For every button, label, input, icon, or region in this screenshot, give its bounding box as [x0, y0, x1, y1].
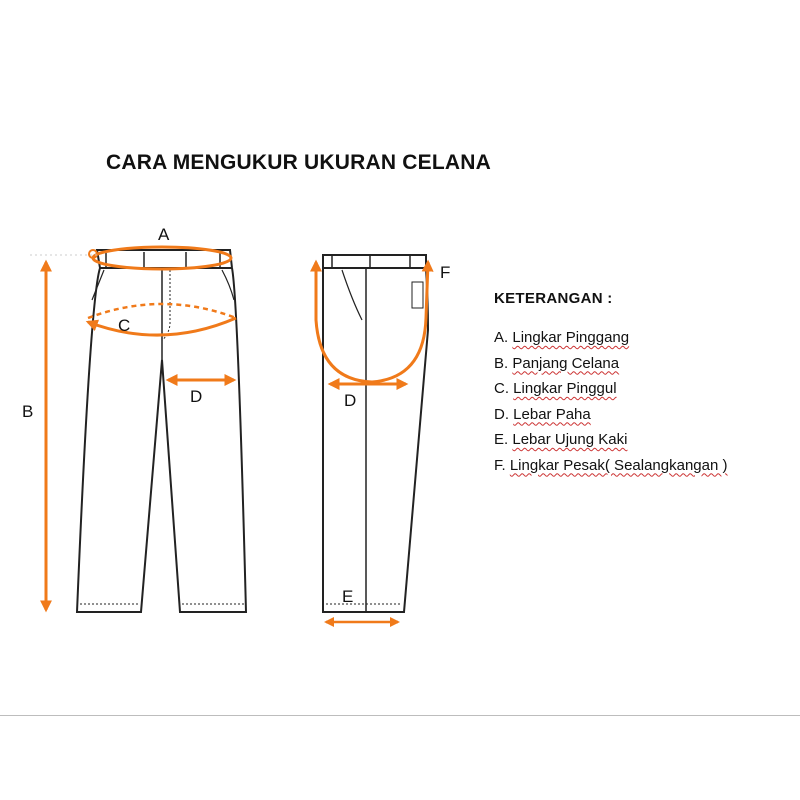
legend-item-label: Panjang Celana — [512, 354, 620, 372]
legend-item-label: Lebar Paha — [513, 405, 591, 423]
legend-item-prefix: F. — [494, 456, 506, 474]
legend-item-prefix: E. — [494, 431, 509, 448]
legend-item-label: Lebar Ujung Kaki — [512, 431, 628, 448]
legend-title: KETERANGAN : — [494, 290, 613, 307]
legend-item-prefix: A. — [494, 329, 509, 346]
label-f: F — [440, 263, 451, 282]
side-back-pocket — [412, 282, 423, 308]
label-e: E — [342, 587, 354, 606]
legend-item-f — [494, 457, 727, 483]
label-b: B — [22, 402, 34, 421]
legend-item-a — [494, 329, 727, 355]
label-d-front: D — [190, 387, 203, 406]
page-title: CARA MENGUKUR UKURAN CELANA — [106, 151, 491, 174]
label-c: C — [118, 316, 131, 335]
legend-item-label: Lingkar Pesak( Sealangkangan ) — [509, 456, 728, 474]
legend — [494, 290, 727, 482]
legend-item-b — [494, 355, 727, 381]
legend-item-c — [494, 380, 727, 406]
legend-item-d — [494, 406, 727, 432]
bottom-divider — [0, 715, 800, 716]
side-trousers-outline — [323, 255, 428, 612]
legend-item-prefix: C. — [494, 380, 509, 397]
legend-item-label: Lingkar Pinggang — [512, 329, 630, 346]
legend-item-label: Lingkar Pinggul — [513, 380, 617, 397]
side-trousers — [323, 255, 428, 612]
legend-item-e — [494, 431, 727, 457]
measure-f-crotch-curve — [316, 262, 428, 382]
side-pocket-curve — [342, 270, 362, 320]
label-a: A — [158, 225, 170, 244]
label-d-side: D — [344, 391, 357, 410]
legend-item-prefix: B. — [494, 354, 509, 372]
legend-item-prefix: D. — [494, 405, 509, 423]
